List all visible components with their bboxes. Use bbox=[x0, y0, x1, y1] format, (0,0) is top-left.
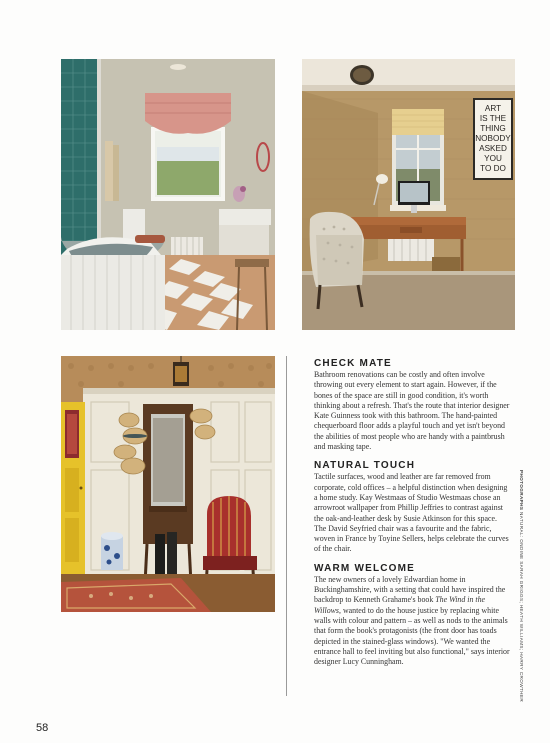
study-photo bbox=[302, 59, 515, 330]
article-text-column bbox=[314, 358, 510, 675]
bathroom-photo bbox=[61, 59, 275, 330]
art-print-line: IS THE bbox=[479, 114, 507, 123]
art-print-line: ART bbox=[484, 104, 502, 113]
section-warm-welcome bbox=[314, 563, 510, 668]
body-text: The new owners of a lovely Edwardian home in Buckinghamshire, with a setting that could have inspired the backdrop to Kenneth Grahame's book bbox=[314, 574, 506, 605]
column-divider bbox=[286, 356, 287, 696]
section-body bbox=[314, 575, 510, 668]
page-number: 58 bbox=[36, 722, 49, 734]
section-heading: NATURAL TOUCH bbox=[314, 460, 416, 472]
art-print-line: YOU bbox=[484, 154, 502, 163]
art-print-line: THING bbox=[480, 124, 506, 133]
section-heading: WARM WELCOME bbox=[314, 562, 416, 574]
section-check-mate bbox=[314, 358, 510, 452]
entrance-hall-photo bbox=[61, 356, 275, 612]
section-natural-touch bbox=[314, 460, 510, 554]
art-print-line: ASKED bbox=[479, 144, 507, 153]
art-print-line: TO DO bbox=[480, 164, 506, 173]
credit-label: PHOTOGRAPHS bbox=[519, 470, 524, 511]
section-heading: CHECK MATE bbox=[314, 358, 392, 369]
section-body: Bathroom renovations can be costly and often involve throwing out every element to start again. However, if the bones of the space are still in good condition, it's worth thinking about a refresh. That's the route that interior designer Kate Guinness took with this bathroom. The hand-painted chequerboard floor adds a playful touch and yet isn't beyond the abilities of most people who are handy with a paintbrush and masking tape. bbox=[314, 370, 510, 452]
photo-credit bbox=[519, 470, 524, 702]
section-body: Tactile surfaces, wood and leather are far removed from corporate, cold offices – a helpful distinction when designing a home study. Kay Westmaas of Studio Westmaas chose an arrowroot wallpaper from Phillip Jeffries to contrast against the oak-and-leather desk by Susie Atkinson for this space. The David Seyfried chair was a favourite and the fabric, woven in France by Toyine Sellers, helps celebrate the curves of the chair. bbox=[314, 472, 509, 554]
art-print-line: NOBODY bbox=[475, 134, 511, 143]
body-text: , wanted to do the house justice by replacing white walls with colour and pattern – as well as nods to the animals that form the book's protagonists (the front door has toads depicted in the stained-glass windows). "We wanted the entrance hall to feel inviting but also functional," says interior designer Lucy Cunningham. bbox=[314, 605, 510, 667]
book-title: The Wind in the Willows bbox=[314, 595, 486, 615]
credit-names: NATURAL: ONDINE SARAH GRIGGS; HEATH WILLIAMS; HARRY CROWTHER bbox=[519, 512, 524, 703]
